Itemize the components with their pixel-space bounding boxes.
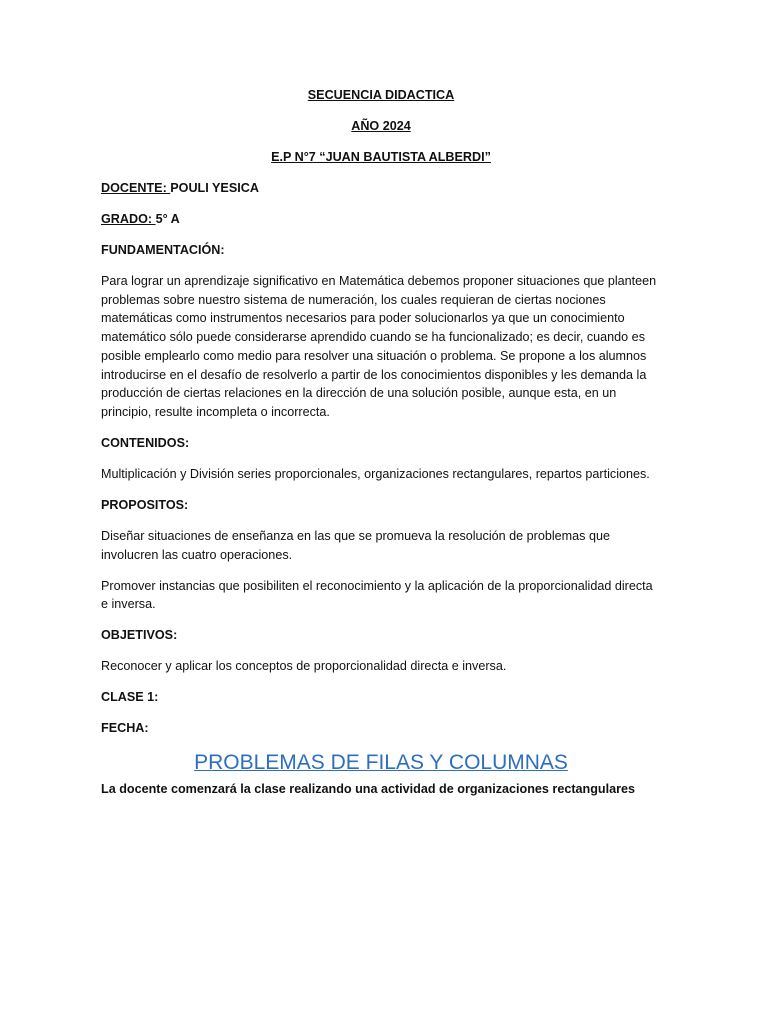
document-body [101,86,661,811]
contenidos-heading: CONTENIDOS: [101,435,190,450]
doc-title: SECUENCIA DIDACTICA [307,88,455,102]
objetivos-heading: OBJETIVOS: [101,628,178,643]
doc-school: E.P N°7 “JUAN BAUTISTA ALBERDI” [271,150,491,164]
grado-line [101,210,661,229]
docente-value: POULI YESICA [170,181,259,195]
doc-year: AÑO 2024 [351,119,411,133]
propositos-heading: PROPOSITOS: [101,497,189,512]
fundamentacion-text: Para lograr un aprendizaje significativo en Matemática debemos proponer situaciones que planteen problemas sobre nuestro sistema de numeración, los cuales requieran de ciertas nociones matemáticas como instrumentos necesarios para poder solucionarlos ya que un conocimiento matemático sólo puede considerarse aprendido cuando se ha funcionalizado; es decir, cuando es posible emplearlo como medio para resolver una situación o problema. Se propone a los alumnos introducirse en el desafío de resolverlo a partir de los conocimientos disponibles y les demanda la producción de ciertas relaciones en la dirección de una solución posible, aunque esta, en un principio, resulte incompleta o incorrecta. [101,274,657,419]
proposito-item: Diseñar situaciones de enseñanza en las que se promueva la resolución de problemas que involucren las cuatro operaciones. [101,528,610,562]
objetivos-text: Reconocer y aplicar los conceptos de proporcionalidad directa e inversa. [101,659,507,674]
section-title: PROBLEMAS DE FILAS Y COLUMNAS [194,751,568,775]
docente-label: DOCENTE: [101,181,171,195]
proposito-item: Promover instancias que posibiliten el reconocimiento y la aplicación de la proporcionalidad directa e inversa. [101,578,653,612]
intro-text: La docente comenzará la clase realizando una actividad de organizaciones rectangulares [101,782,636,797]
contenidos-text: Multiplicación y División series proporcionales, organizaciones rectangulares, repartos particiones. [101,466,650,481]
clase-label: CLASE 1: [101,690,159,705]
fundamentacion-heading: FUNDAMENTACIÓN: [101,243,225,257]
fecha-label: FECHA: [101,721,149,736]
grado-value: 5° A [155,212,180,226]
grado-label: GRADO: [101,212,156,226]
docente-line [101,179,661,198]
